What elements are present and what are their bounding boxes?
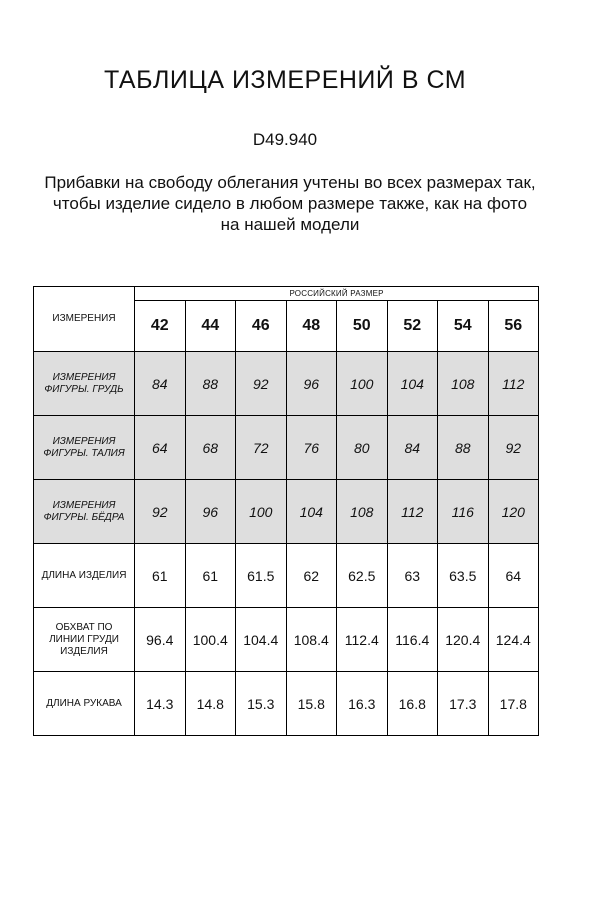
size-header-cell: 48 [286,301,337,352]
measurement-value-cell: 84 [135,352,186,416]
measurement-value-cell: 61.5 [236,544,287,608]
measurement-value-cell: 80 [337,416,388,480]
measurement-value-cell: 61 [185,544,236,608]
measurement-value-cell: 104 [387,352,438,416]
measurement-value-cell: 120 [488,480,539,544]
fit-note [10,172,570,235]
measurement-value-cell: 116 [438,480,489,544]
measurement-label-line: ЛИНИИ ГРУДИ [49,633,119,645]
measurement-value-cell: 100.4 [185,608,236,672]
measurement-value-cell: 108 [438,352,489,416]
measurement-label [34,372,134,396]
measurement-row [34,608,539,672]
measurement-value-cell: 17.3 [438,672,489,736]
measurement-label [34,500,134,524]
measurement-label [34,436,134,460]
measurement-value-cell: 116.4 [387,608,438,672]
fit-note-line: Прибавки на свободу облегания учтены во всех размерах так, [44,173,536,192]
measurement-label [34,570,134,582]
measurement-value-cell: 96 [286,352,337,416]
size-system-cell: РОССИЙСКИЙ РАЗМЕР [135,287,539,301]
measurements-header-label: ИЗМЕРЕНИЯ [52,313,116,324]
size-header-cell: 46 [236,301,287,352]
measurement-value-cell: 104 [286,480,337,544]
measurement-value-cell: 108 [337,480,388,544]
measurement-label-cell [34,608,135,672]
measurement-value-cell: 63.5 [438,544,489,608]
measurement-value-cell: 100 [337,352,388,416]
measurement-row [34,672,539,736]
size-header-cell: 44 [185,301,236,352]
measurement-label-line: ФИГУРЫ. БЁДРА [43,511,125,523]
measurement-value-cell: 76 [286,416,337,480]
measurement-value-cell: 61 [135,544,186,608]
measurement-value-cell: 112 [387,480,438,544]
measurement-value-cell: 92 [236,352,287,416]
measurement-value-cell: 16.8 [387,672,438,736]
measurement-value-cell: 16.3 [337,672,388,736]
measurement-label-cell [34,480,135,544]
measurement-label [34,698,134,710]
size-header-cell: 42 [135,301,186,352]
measurement-value-cell: 88 [185,352,236,416]
measurement-label-line: ФИГУРЫ. ТАЛИЯ [43,447,125,459]
measurement-value-cell: 14.8 [185,672,236,736]
measurement-label-cell [34,416,135,480]
measurement-label-cell [34,544,135,608]
measurement-value-cell: 100 [236,480,287,544]
measurement-value-cell: 62.5 [337,544,388,608]
measurement-value-cell: 124.4 [488,608,539,672]
measurement-value-cell: 62 [286,544,337,608]
measurement-value-cell: 84 [387,416,438,480]
measurement-label-line: ИЗМЕРЕНИЯ [52,371,116,383]
measurement-label-line: ИЗДЕЛИЯ [60,645,108,657]
measurement-value-cell: 112 [488,352,539,416]
measurement-value-cell: 96 [185,480,236,544]
measurement-value-cell: 64 [135,416,186,480]
fit-note-line: на нашей модели [220,215,360,234]
measurement-value-cell: 92 [135,480,186,544]
page-title: ТАБЛИЦА ИЗМЕРЕНИЙ В СМ [103,66,467,94]
measurement-row [34,544,539,608]
measurement-value-cell: 15.3 [236,672,287,736]
measurement-value-cell: 96.4 [135,608,186,672]
measurement-label-cell [34,672,135,736]
measurement-value-cell: 112.4 [337,608,388,672]
size-header-cell: 50 [337,301,388,352]
measurements-header-cell [34,287,135,352]
measurement-row [34,352,539,416]
measurement-label-line: ИЗМЕРЕНИЯ [52,499,116,511]
measurement-label-line: ДЛИНА РУКАВА [46,697,122,709]
measurement-label-line: ФИГУРЫ. ГРУДЬ [44,383,124,395]
measurement-value-cell: 108.4 [286,608,337,672]
measurement-label-cell [34,352,135,416]
measurement-row [34,480,539,544]
size-system-row [34,287,539,301]
measurement-row [34,416,539,480]
measurement-value-cell: 17.8 [488,672,539,736]
measurement-value-cell: 120.4 [438,608,489,672]
measurement-label-line: ОБХВАТ ПО [55,621,113,633]
measurement-value-cell: 104.4 [236,608,287,672]
measurement-label-line: ДЛИНА ИЗДЕЛИЯ [41,569,127,581]
measurement-value-cell: 63 [387,544,438,608]
measurement-value-cell: 68 [185,416,236,480]
measurement-label [34,622,134,658]
fit-note-line: чтобы изделие сидело в любом размере также, как на фото [52,194,528,213]
article-code: D49.940 [252,130,318,149]
measurement-value-cell: 88 [438,416,489,480]
measurement-value-cell: 64 [488,544,539,608]
measurement-value-cell: 72 [236,416,287,480]
measurement-value-cell: 92 [488,416,539,480]
measurement-value-cell: 15.8 [286,672,337,736]
size-header-cell: 56 [488,301,539,352]
size-table [33,286,539,736]
measurement-label-line: ИЗМЕРЕНИЯ [52,435,116,447]
measurement-value-cell: 14.3 [135,672,186,736]
size-header-cell: 54 [438,301,489,352]
size-header-cell: 52 [387,301,438,352]
